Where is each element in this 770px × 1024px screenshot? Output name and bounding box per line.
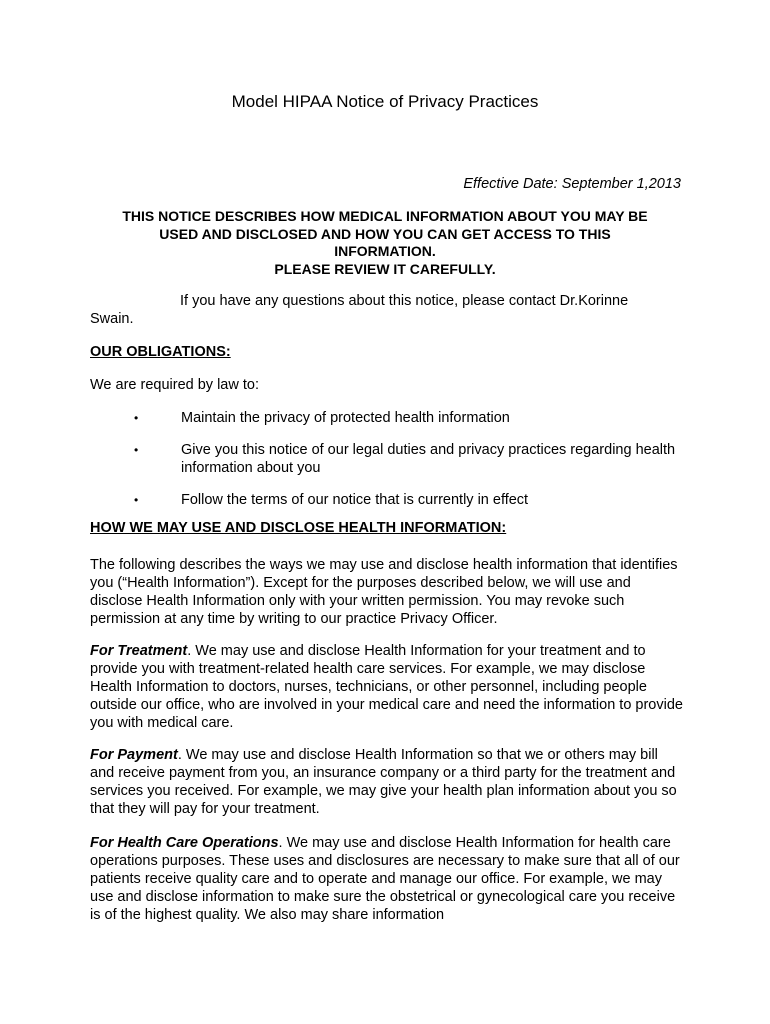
uses-heading: HOW WE MAY USE AND DISCLOSE HEALTH INFORMATION: <box>90 520 507 536</box>
contact-line: Swain. <box>90 311 134 327</box>
obligations-intro: We are required by law to: <box>90 377 259 393</box>
operations-text: . We may use and disclose Health Information for health care operations purposes. These uses and disclosures are necessary to make sure that all of our patients receive quality care and to operate and manage our office. For example, we may use and disclose information to make sure the obstetrical or gynecological care you receive is of the highest quality. We also may share information <box>90 835 680 923</box>
treatment-lead: For Treatment <box>90 643 188 659</box>
effective-date <box>463 176 681 192</box>
notice-line: USED AND DISCLOSED AND HOW YOU CAN GET ACCESS TO THIS <box>159 225 611 242</box>
payment-paragraph <box>90 746 685 818</box>
payment-lead: For Payment <box>90 747 178 763</box>
notice-line: THIS NOTICE DESCRIBES HOW MEDICAL INFORMATION ABOUT YOU MAY BE <box>122 208 648 224</box>
page-title: Model HIPAA Notice of Privacy Practices <box>231 92 539 111</box>
list-item-text: Maintain the privacy of protected health information <box>181 410 510 426</box>
operations-lead: For Health Care Operations <box>90 835 279 851</box>
effective-date-label: Effective Date <box>463 176 554 192</box>
notice-line: INFORMATION. <box>334 243 436 259</box>
list-item-text: Give you this notice of our legal duties and privacy practices regarding health information about you <box>181 442 676 476</box>
notice-banner <box>90 208 680 278</box>
notice-review-line: PLEASE REVIEW IT CAREFULLY. <box>274 260 496 277</box>
obligations-list <box>90 409 685 523</box>
list-item <box>90 491 685 509</box>
bullet-icon: • <box>134 411 139 425</box>
obligations-heading: OUR OBLIGATIONS: <box>90 344 231 360</box>
list-item-text: Follow the terms of our notice that is currently in effect <box>181 492 529 508</box>
effective-date-value: September 1,2013 <box>561 176 681 192</box>
bullet-icon: • <box>134 493 139 507</box>
operations-paragraph <box>90 834 685 924</box>
bullet-icon: • <box>134 443 139 457</box>
payment-text: . We may use and disclose Health Information so that we or others may bill and receive payment from you, an insurance company or a third party for the treatment and services you received. For example, we may give your health plan information about you so that they will pay for your treatment. <box>90 747 677 817</box>
effective-date-separator: : <box>553 176 562 192</box>
treatment-paragraph <box>90 642 685 732</box>
list-item <box>90 409 685 427</box>
contact-paragraph <box>90 292 680 328</box>
contact-line: If you have any questions about this notice, please contact Dr.Korinne <box>180 293 629 309</box>
uses-intro-paragraph: The following describes the ways we may use and disclose health information that identifies you (“Health Information”). Except for the purposes described below, we will use and disclose Health Information only with your written permission. You may revoke such permission at any time by writing to our practice Privacy Officer. <box>90 557 678 627</box>
list-item <box>90 441 685 477</box>
treatment-text: . We may use and disclose Health Information for your treatment and to provide you with treatment-related health care services. For example, we may disclose Health Information to doctors, nurses, technicians, or other personnel, including people outside our office, who are involved in your medical care and need the information to provide you with medical care. <box>90 643 683 731</box>
